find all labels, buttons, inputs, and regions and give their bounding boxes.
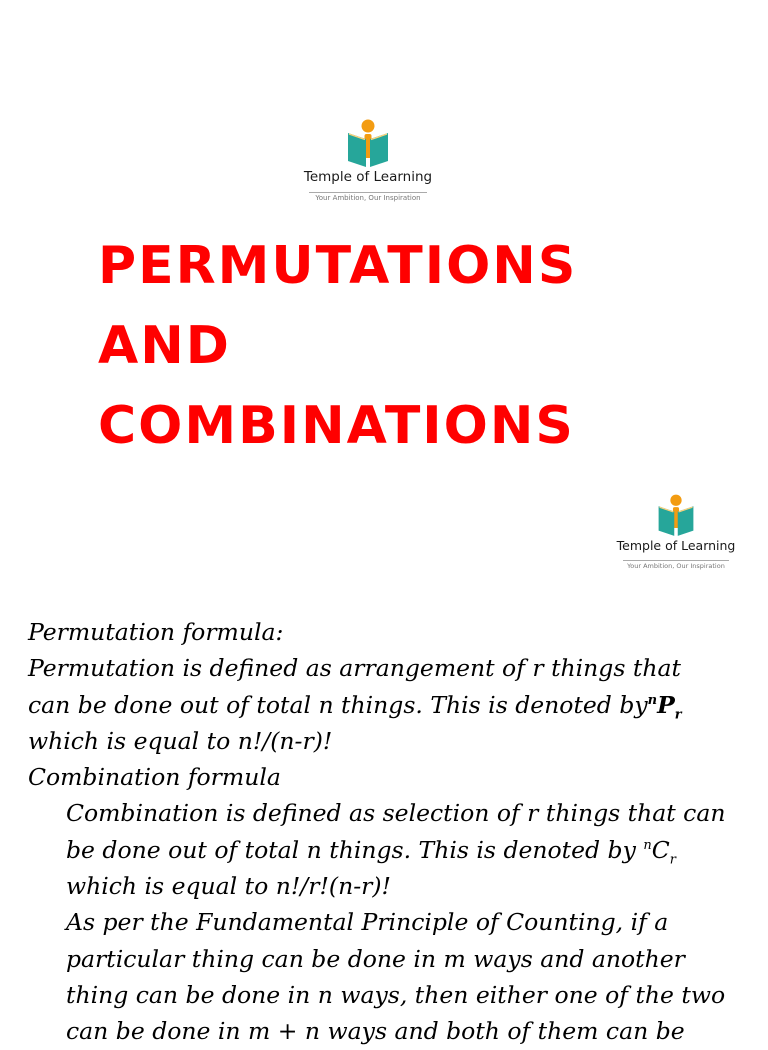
combination-subscript: r	[669, 852, 676, 868]
book-reader-icon	[656, 493, 696, 537]
logo-tagline: Your Ambition, Our Inspiration	[309, 192, 426, 202]
book-reader-icon	[345, 118, 391, 168]
counting-principle-paragraph: As per the Fundamental Principle of Counting, if a particular thing can be done in m ways and another thing can be done in n ways, then either one of the two can be done in m + n ways and both of them can be	[66, 908, 726, 1046]
temple-of-learning-logo-small	[612, 493, 740, 572]
logo-tagline: Your Ambition, Our Inspiration	[623, 560, 729, 570]
main-title: PERMUTATIONS AND COMBINATIONS	[98, 236, 578, 456]
combination-paragraph	[28, 795, 728, 904]
content-slide	[0, 587, 768, 1046]
combination-definition: Combination is defined as selection of r things that can be done out of total n things. This is denoted by	[66, 799, 726, 864]
combination-heading: Combination formula	[28, 763, 281, 792]
combination-formula: which is equal to n!/r!(n-r)!	[66, 872, 391, 901]
permutation-symbol: P	[657, 690, 675, 719]
permutation-formula: which is equal to n!/(n-r)!	[28, 726, 333, 755]
logo-name: Temple of Learning	[616, 538, 736, 553]
logo-name: Temple of Learning	[303, 169, 433, 185]
permutation-subscript: r	[674, 707, 682, 723]
combination-symbol: C	[651, 835, 670, 864]
permutation-definition: Permutation is defined as arrangement of r things that can be done out of total n things. This is denoted by	[28, 654, 681, 719]
permutation-heading: Permutation formula:	[28, 618, 284, 646]
permutation-superscript: n	[647, 692, 658, 708]
permutation-paragraph	[28, 650, 728, 759]
temple-of-learning-logo	[290, 118, 446, 204]
formula-text	[28, 614, 728, 1050]
combination-superscript: n	[643, 837, 652, 853]
